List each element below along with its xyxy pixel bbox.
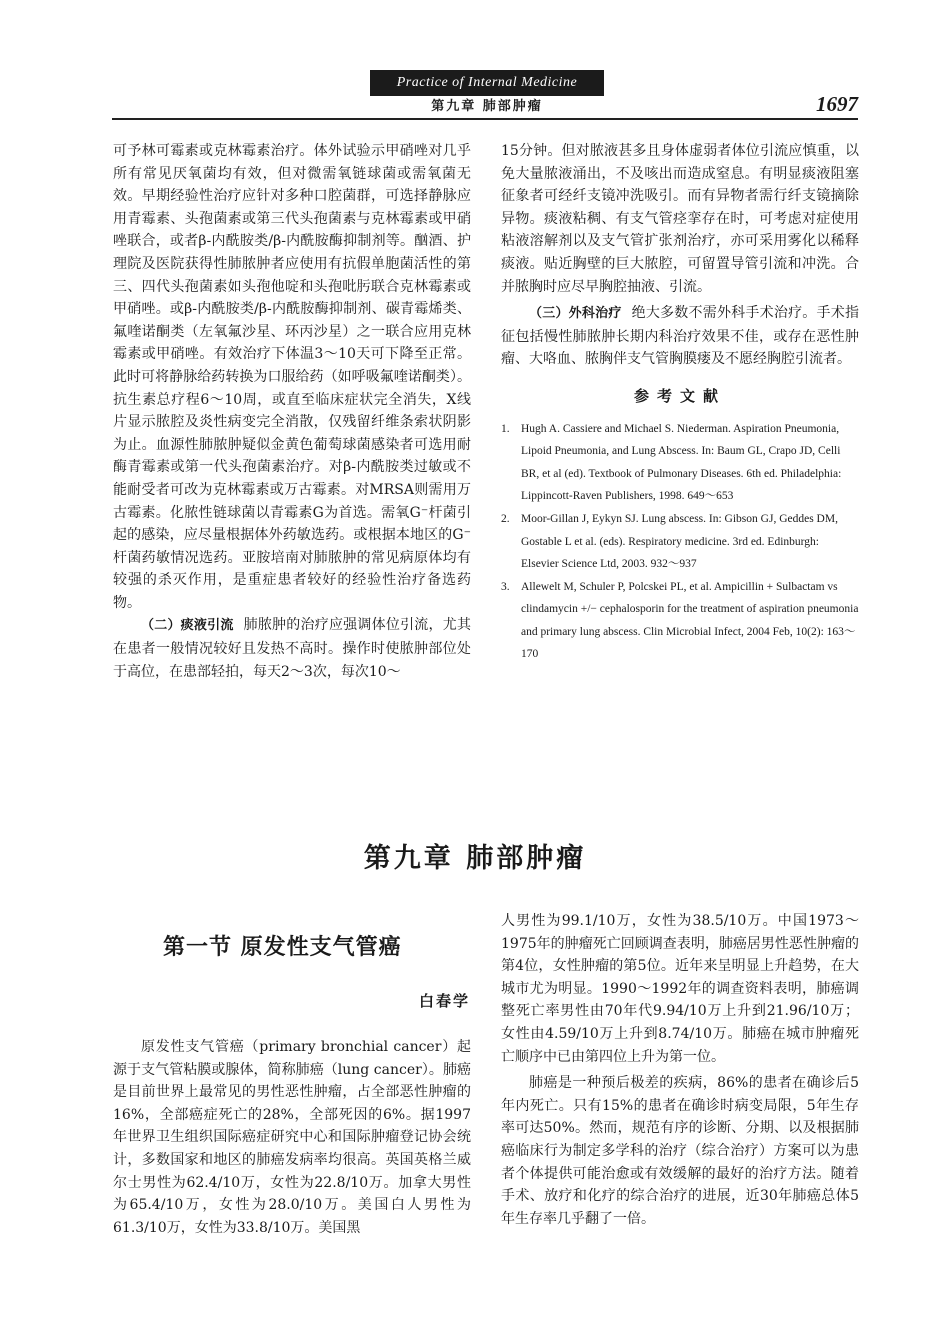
reference-text: Hugh A. Cassiere and Michael S. Niederman. Aspiration Pneumonia, Lipoid Pneumonia, and Lung Abscess. In: Baum GL, Crapo JD, Celli BR, et al (ed). Textbook of Pulmonary Diseases. 6th ed. Philadelphia: Lippincott-Raven Publishers, 1998. 649～653 (521, 422, 842, 503)
antibiotic-paragraph: 可予林可霉素或克林霉素治疗。体外试验示甲硝唑对几乎所有常见厌氧菌均有效，但对微需氧链球菌或需氧菌无效。早期经验性治疗应针对多种口腔菌群，可选择静脉应用青霉素、头孢菌素或第三代头孢菌素与克林霉素或甲硝唑联合，或者β-内酰胺类/β-内酰胺酶抑制剂等。酗酒、护理院及医院获得性肺脓肿者应使用有抗假单胞菌活性的第三、四代头孢菌素如头孢他啶和头孢吡肟联合克林霉素或甲硝唑。或β-内酰胺类/β-内酰胺酶抑制剂、碳青霉烯类、氟喹诺酮类（左氧氟沙星、环丙沙星）之一联合应用克林霉素或甲硝唑。有效治疗下体温3～10天可下降至正常。此时可将静脉给药转换为口服给药（如呼吸氟喹诺酮类）。抗生素总疗程6～10周，或直至临床症状完全消失，X线片显示脓腔及炎性病变完全消散，仅残留纤维条索状阴影为止。血源性肺脓肿疑似金黄色葡萄球菌感染者可选用耐酶青霉素或第一代头孢菌素治疗。对β-内酰胺类过敏或不能耐受者可改为克林霉素或万古霉素。对MRSA则需用万古霉素。化脓性链球菌以青霉素G为首选。需氧G⁻杆菌引起的感染，应尽量根据体外药敏选药。或根据本地区的G⁻杆菌药敏情况选药。亚胺培南对肺脓肿的常见病原体均有较强的杀灭作用，是重症患者较好的经验性治疗备选药物。 (113, 143, 471, 611)
sputum-drainage-text: 肺脓肿的治疗应强调体位引流，尤其在患者一般情况较好且发热不高时。操作时使脓肿部位处于高位，在患部轻拍，每天2～3次，每次10～ (113, 617, 471, 680)
reference-text: Moor-Gillan J, Eykyn SJ. Lung abscess. In: Gibson GJ, Geddes DM, Gostable L et al. (eds). Respiratory medicine. 3rd ed. Edinburgh: Elsevier Science Ltd, 2003. 932～937 (521, 512, 838, 571)
left-column-bottom (113, 1036, 471, 1239)
right-column-top (501, 140, 859, 666)
surgery-heading: （三）外科治疗 (529, 306, 622, 322)
reference-item (501, 418, 859, 508)
sputum-drainage-heading: （二）痰液引流 (141, 618, 234, 634)
reference-number: 3. (501, 580, 510, 593)
prognosis-paragraph: 肺癌是一种预后极差的疾病，86%的患者在确诊后5年内死亡。只有15%的患者在确诊时病变局限，5年生存率可达50%。然而，规范有序的诊断、分期、以及根据肺癌临床行为制定多学科的治疗（综合治疗）方案可以为患者个体提供可能治愈或有效缓解的最好的治疗方法。随着手术、放疗和化疗的综合治疗的进展，近30年肺癌总体5年生存率几乎翻了一倍。 (501, 1075, 859, 1227)
reference-number: 1. (501, 422, 510, 435)
header-rule (112, 118, 858, 120)
reference-text: Allewelt M, Schuler P, Polcskei PL, et al. Ampicillin + Sulbactam vs clindamycin +/− cephalosporin for the treatment of aspiration pneumonia and primary lung abscess. Clin Microbial Infect, 2004 Feb, 10(2): 163～170 (521, 580, 859, 661)
surgery-paragraph (501, 302, 859, 371)
running-head: 第九章 肺部肿瘤 (431, 99, 543, 114)
surgery-text: 绝大多数不需外科手术治疗。手术指征包括慢性肺脓肿长期内科治疗效果不佳，或存在恶性肿瘤、大咯血、脓胸伴支气管胸膜瘘及不愿经胸腔引流者。 (501, 305, 859, 368)
journal-title-bar: Practice of Internal Medicine (370, 70, 604, 96)
reference-item (501, 508, 859, 576)
section-title: 第一节 原发性支气管癌 (163, 935, 402, 960)
reference-item (501, 576, 859, 666)
right-column-bottom (501, 910, 859, 1230)
drainage-continuation-paragraph: 15分钟。但对脓液甚多且身体虚弱者体位引流应慎重，以免大量脓液涌出，不及咳出而造成窒息。有明显痰液阻塞征象者可经纤支镜冲洗吸引。而有异物者需行纤支镜摘除异物。痰液粘稠、有支气管痉挛存在时，可考虑对症使用粘液溶解剂以及支气管扩张剂治疗，亦可采用雾化以稀释痰液。贴近胸壁的巨大脓腔，可留置导管引流和冲洗。合并脓胸时应尽早胸腔抽液、引流。 (501, 143, 859, 295)
chapter-title: 第九章 肺部肿瘤 (363, 843, 587, 874)
incidence-paragraph: 人男性为99.1/10万，女性为38.5/10万。中国1973～1975年的肿瘤死亡回顾调查表明，肺癌居男性恶性肿瘤的第4位，女性肿瘤的第5位。近年来呈明显上升趋势，在大城市尤为明显。1990～1992年的调查资料表明，肺癌调整死亡率男性由70年代9.94/10万上升到21.96/10万；女性由4.59/10万上升到8.74/10万。肺癌在城市肿瘤死亡顺序中已由第四位上升为第一位。 (501, 913, 859, 1065)
author-name: 白春学 (418, 992, 470, 1010)
left-column-top (113, 140, 471, 683)
page-number: 1697 (816, 92, 858, 116)
sputum-drainage-paragraph (113, 614, 471, 683)
lung-cancer-intro-paragraph: 原发性支气管癌（primary bronchial cancer）起源于支气管粘膜或腺体，简称肺癌（lung cancer）。肺癌是目前世界上最常见的男性恶性肿瘤，占全部恶性肿瘤的16%，全部癌症死亡的28%，全部死因的6%。据1997年世界卫生组织国际癌症研究中心和国际肿瘤登记协会统计，多数国家和地区的肺癌发病率均很高。英国英格兰威尔士男性为62.4/10万，女性为22.8/10万。加拿大男性为65.4/10万，女性为28.0/10万。美国白人男性为61.3/10万，女性为33.8/10万。美国黑 (113, 1039, 471, 1236)
reference-number: 2. (501, 512, 510, 525)
references-title: 参考文献 (633, 386, 726, 405)
